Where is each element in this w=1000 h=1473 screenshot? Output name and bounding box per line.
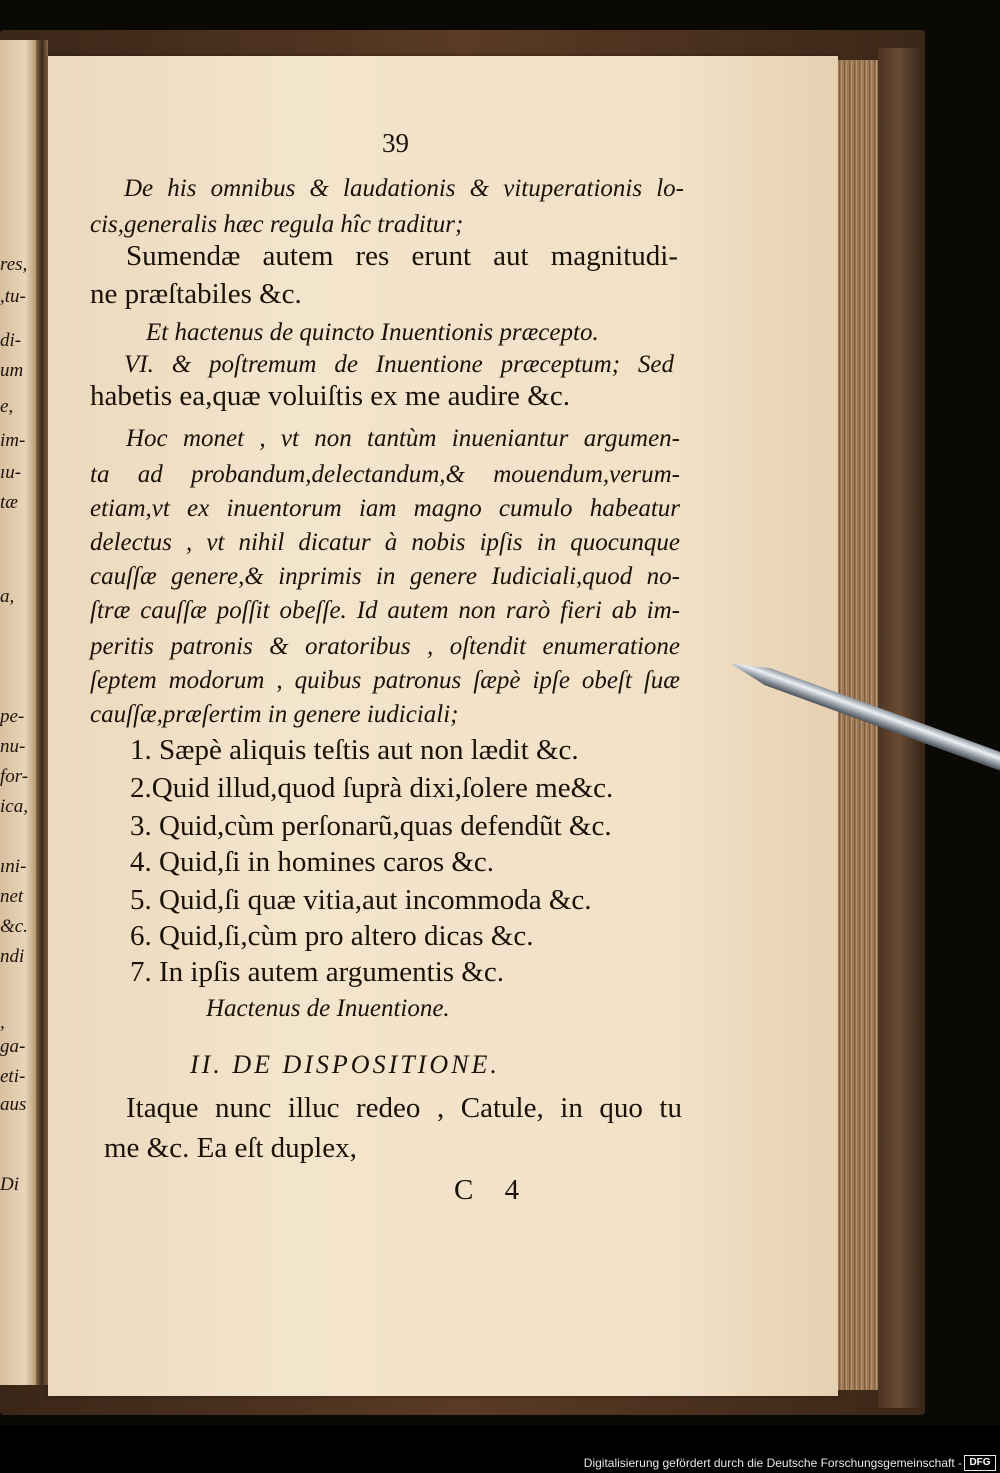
text-line: me &c. Ea eſt duplex, [104,1132,357,1164]
text-line: VI. & poſtremum de Inuentione præceptum; Sed [124,351,674,378]
text-line: De his omnibus & laudationis & vituperationis lo- [124,175,684,202]
text-line: Hoc monet , vt non tantùm inueniantur argumen- [126,425,680,452]
margin-fragment: ıni- [0,856,27,877]
margin-fragment: aus [0,1094,27,1115]
text-line: ſeptem modorum , quibus patronus ſæpè ipſe obeſt ſuæ [90,667,680,694]
margin-fragment: um [0,360,24,381]
margin-fragment: ıu- [0,462,22,483]
margin-fragment: ica, [0,796,28,817]
margin-fragment: eti- [0,1066,26,1087]
list-item: 6. Quid,ſi,cùm pro altero dicas &c. [130,920,534,952]
margin-fragment: Di [0,1174,19,1195]
text-line: ſtræ cauſſæ poſſit obeſſe. Id autem non rarò fieri ab im- [90,597,680,624]
margin-fragment: e, [0,396,14,417]
funding-credit: Digitalisierung gefördert durch die Deutsche Forschungsgemeinschaft - [583,1456,962,1470]
text-line: cauſſæ genere,& inprimis in genere Iudiciali,quod no- [90,563,680,590]
text-line: peritis patronis & oratoribus , oſtendit enumeratione [90,633,680,660]
list-item: 3. Quid,cùm perſonarũ,quas defendũt &c. [130,810,612,842]
text-line: Hactenus de Inuentione. [206,995,450,1022]
text-line: etiam,vt ex inuentorum iam magno cumulo habeatur [90,495,680,522]
margin-fragment: res, [0,254,28,275]
text-line: Sumendæ autem res erunt aut magnitudi- [126,240,678,272]
margin-fragment: for- [0,766,29,787]
margin-fragment: a, [0,586,15,607]
list-item: 7. In ipſis autem argumentis &c. [130,956,504,988]
signature-mark: C 4 [454,1174,532,1206]
margin-fragment: im- [0,430,26,451]
text-line: habetis ea,quæ voluiſtis ex me audire &c. [90,380,570,412]
margin-fragment: ,tu- [0,286,26,307]
list-item: 4. Quid,ſi in homines caros &c. [130,846,495,878]
text-line: Itaque nunc illuc redeo , Catule, in quo tu [126,1092,682,1124]
text-line: cauſſæ,præſertim in genere iudiciali; [90,701,459,728]
margin-fragment: tæ [0,492,18,513]
margin-fragment: pe- [0,706,25,727]
dfg-logo: DFG [964,1455,996,1471]
list-item: 2.Quid illud,quod ſuprà dixi,ſolere me&c. [130,772,614,804]
left-page-edge [0,40,36,1385]
text-line: delectus , vt nihil dicatur à nobis ipſis in quocunque [90,529,680,556]
margin-fragment: ndi [0,946,25,967]
list-item: 5. Quid,ſi quæ vitia,aut incommoda &c. [130,884,592,916]
margin-fragment: ga- [0,1036,26,1057]
margin-fragment: &c. [0,916,28,937]
page-number: 39 [382,128,409,158]
margin-fragment: di- [0,330,22,351]
text-line: cis,generalis hæc regula hîc traditur; [90,211,464,238]
text-line: ta ad probandum,delectandum,& mouendum,verum- [90,461,680,488]
book-gutter [36,40,48,1385]
list-item: 1. Sæpè aliquis teſtis aut non lædit &c. [130,734,579,766]
section-heading: II. DE DISPOSITIONE. [190,1050,500,1079]
margin-fragment: net [0,886,24,907]
margin-fragment: , [0,1012,5,1033]
text-line: ne præſtabiles &c. [90,278,302,310]
text-line: Et hactenus de quincto Inuentionis præcepto. [146,319,599,346]
margin-fragment: nu- [0,736,26,757]
